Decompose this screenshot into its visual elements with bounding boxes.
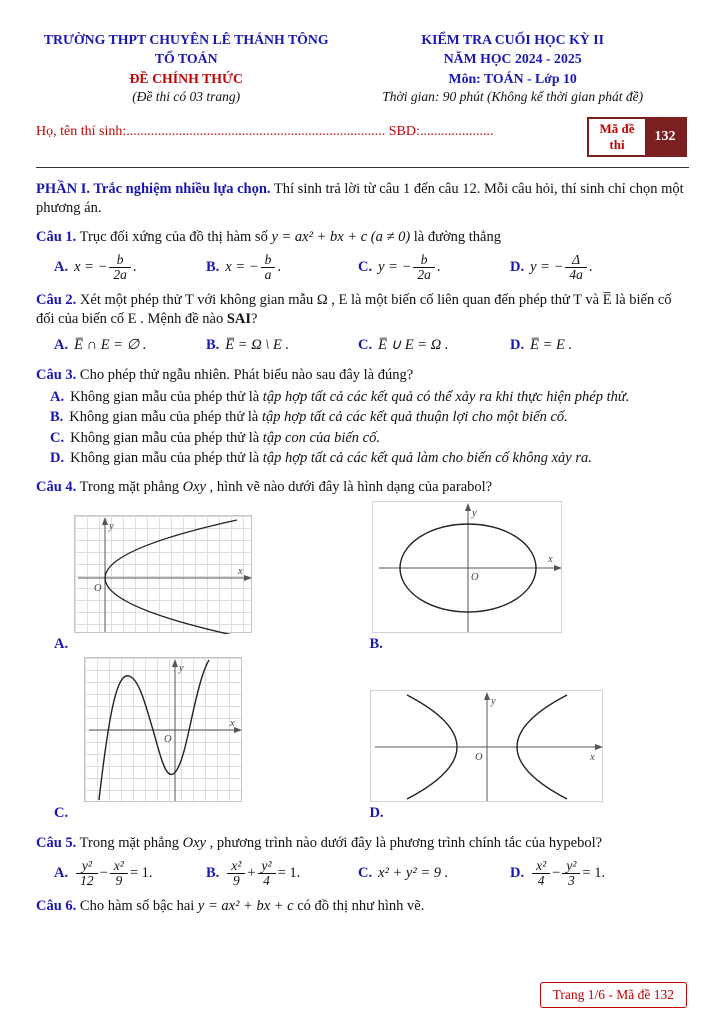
q1-math: y = ax² + bx + c xyxy=(271,228,368,245)
q1-option-b-pre: x = − xyxy=(225,258,259,275)
axis-x-label: x xyxy=(589,751,595,763)
q1-option-b: B. x = − $\frac{b}{a}$ . xyxy=(206,251,281,282)
duration-line: Thời gian: 90 phút (Không kể thời gian phát đề) xyxy=(382,88,644,104)
q1-text: Trục đối xứng của đồ thị hàm số xyxy=(76,228,272,245)
official-label: ĐỀ CHÍNH THỨC xyxy=(129,70,243,86)
q1-cond: (a ≠ 0) xyxy=(367,228,411,245)
q4-label-b: B. xyxy=(369,636,383,653)
q1-options xyxy=(54,253,689,282)
q5-option-c: C. x² + y² = 9 . xyxy=(358,864,449,881)
header-right xyxy=(336,30,689,107)
q1-option-c-letter: C. xyxy=(358,258,373,275)
q4-label-c: C. xyxy=(54,804,69,821)
exam-code-value: 132 xyxy=(645,119,685,156)
q2-options xyxy=(54,335,689,357)
q1-option-d-frac: $\frac{\Delta}{4a}$ xyxy=(565,253,587,282)
student-name-label: Họ, tên thí sinh: xyxy=(36,123,127,139)
cubic-graph xyxy=(84,657,242,802)
q1-tail: là đường thẳng xyxy=(410,228,501,245)
q2-label: Câu 2. xyxy=(36,291,77,308)
q4-math: Oxy xyxy=(182,478,206,495)
department: TỔ TOÁN xyxy=(154,51,218,67)
q5-option-b: B. $\frac{\text{x²}}{9}$ + $\frac{\text{y²}}{4}$ = 1. xyxy=(206,858,301,889)
q2-option-d: D. E̅ = E . xyxy=(510,337,573,354)
axis-y-label: y xyxy=(490,695,496,707)
q6-text1: Cho hàm số bậc hai xyxy=(76,898,198,915)
q3-option-c: C. Không gian mẫu của phép thử là tập con của biến cố. xyxy=(50,429,380,446)
q2-sai: SAI xyxy=(226,311,252,328)
header xyxy=(36,30,689,107)
question-6 xyxy=(36,897,689,917)
hyperbola-graph xyxy=(370,690,603,802)
q1-option-b-frac: $\frac{b}{a}$ xyxy=(261,253,276,282)
q3-text: Cho phép thử ngẫu nhiên. Phát biểu nào sau đây là đúng? xyxy=(76,366,414,383)
q2-tail: ? xyxy=(251,311,258,328)
q1-option-c-frac: $\frac{b}{2a}$ xyxy=(413,253,435,282)
q1-option-d: D. y = − $\frac{\Delta}{4a}$ . xyxy=(510,251,593,282)
q4-label-d: D. xyxy=(369,804,384,821)
q6-text2: có đồ thị như hình vẽ. xyxy=(293,898,425,915)
part1-desc: Thí sinh trả lời từ câu 1 đến câu 12. Mỗi câu hỏi, thí sinh chỉ chọn một phương án. xyxy=(36,180,684,217)
q3-option-d: D. Không gian mẫu của phép thử là tập hợp tất cả các kết quả làm cho biến cố không xảy ra. xyxy=(50,450,592,467)
exam-code-box xyxy=(587,117,687,158)
q1-option-a: A. x = − $\frac{b}{2a}$ . xyxy=(54,251,137,282)
school-year: NĂM HỌC 2024 - 2025 xyxy=(443,51,582,67)
q4-graph-cell-c xyxy=(36,657,356,826)
q5-text2: , phương trình nào dưới đây là phương trình chính tắc của hypebol? xyxy=(205,835,603,852)
q5-label: Câu 5. xyxy=(36,835,77,852)
question-3 xyxy=(36,366,689,386)
q1-option-a-frac: $\frac{b}{2a}$ xyxy=(109,253,131,282)
q3-option-b: B. Không gian mẫu của phép thử là tập hợp tất cả các kết quả thuận lợi cho một biến cố. xyxy=(50,409,568,426)
q1-option-d-letter: D. xyxy=(510,258,525,275)
sbd-label: SBD: xyxy=(388,123,420,139)
q3-option-a: A. Không gian mẫu của phép thử là tập hợp tất cả các kết quả có thể xảy ra khi thực hiện phép thử. xyxy=(50,388,630,405)
ellipse-graph xyxy=(372,501,562,633)
page-footer: Trang 1/6 - Mã đề 132 xyxy=(540,982,687,1008)
part1-heading xyxy=(36,180,689,219)
question-5 xyxy=(36,834,689,854)
q5-text1: Trong mặt phẳng xyxy=(76,835,183,852)
q1-option-a-pre: x = − xyxy=(74,258,108,275)
origin-label: O xyxy=(470,572,479,584)
student-name-line xyxy=(36,123,493,142)
axis-y-label: y xyxy=(471,508,477,520)
q4-graph-cell-a xyxy=(36,501,356,657)
q3-label: Câu 3. xyxy=(36,366,77,383)
pages-note: (Đề thi có 03 trang) xyxy=(132,88,241,104)
sbd-dots: ..................... xyxy=(419,123,494,139)
question-1 xyxy=(36,228,689,248)
q6-math: y = ax² + bx + c xyxy=(197,898,294,915)
q4-label-a: A. xyxy=(54,636,69,653)
question-2 xyxy=(36,291,689,330)
exam-code-label: Mã đề thi xyxy=(599,120,635,153)
origin-label: O xyxy=(474,751,483,763)
q4-text2: , hình vẽ nào dưới đây là hình dạng của parabol? xyxy=(205,478,493,495)
q5-math: Oxy xyxy=(182,835,206,852)
axis-x-label: x xyxy=(230,717,235,729)
q5-option-d: D. $\frac{\text{x²}}{4}$ − $\frac{\text{y²}}{3}$ = 1. xyxy=(510,858,606,889)
q4-graphs xyxy=(36,501,689,825)
q1-option-c-pre: y = − xyxy=(378,258,412,275)
subject-line: Môn: TOÁN - Lớp 10 xyxy=(448,70,577,86)
parabola-graph xyxy=(74,515,252,633)
q2-option-c: C. E̅ ∪ E = Ω . xyxy=(358,337,449,354)
axis-x-label: x xyxy=(238,566,243,578)
student-name-dots: .......................................................................... xyxy=(126,123,386,139)
q4-graph-cell-d xyxy=(370,657,690,826)
student-info-row xyxy=(36,120,689,163)
q5-options xyxy=(54,859,689,888)
q1-label: Câu 1. xyxy=(36,228,77,245)
q2-text: Xét một phép thử T với không gian mẫu Ω , E là một biến cố liên quan đến phép thử T và E̅ là biến cố đối của biến cố E . Mệnh đề nào xyxy=(36,291,672,328)
q1-option-b-letter: B. xyxy=(206,258,220,275)
header-divider xyxy=(36,167,689,168)
q1-option-c: C. y = − $\frac{b}{2a}$ . xyxy=(358,251,441,282)
part1-title: PHẦN I. Trắc nghiệm nhiều lựa chọn. xyxy=(36,180,271,197)
header-left xyxy=(36,30,336,107)
q5-option-a: A. $\frac{\text{y²}}{12}$ − $\frac{\text{x²}}{9}$ = 1. xyxy=(54,858,153,889)
origin-label: O xyxy=(94,583,102,595)
axis-y-label: y xyxy=(179,662,184,674)
origin-label: O xyxy=(164,733,172,745)
school-name: TRƯỜNG THPT CHUYÊN LÊ THÁNH TÔNG xyxy=(43,32,329,47)
q6-label: Câu 6. xyxy=(36,898,77,915)
q2-option-b: B. E̅ = Ω \ E . xyxy=(206,337,290,354)
q4-graph-cell-b xyxy=(370,501,690,657)
q1-option-d-pre: y = − xyxy=(530,258,564,275)
axis-y-label: y xyxy=(109,521,114,533)
q4-label: Câu 4. xyxy=(36,478,77,495)
q2-option-a: A. E̅ ∩ E = ∅ . xyxy=(54,337,147,354)
q4-text1: Trong mặt phẳng xyxy=(76,478,183,495)
q1-option-a-letter: A. xyxy=(54,258,69,275)
question-4 xyxy=(36,478,689,498)
exam-title: KIỂM TRA CUỐI HỌC KỲ II xyxy=(421,32,604,47)
axis-x-label: x xyxy=(547,554,553,566)
